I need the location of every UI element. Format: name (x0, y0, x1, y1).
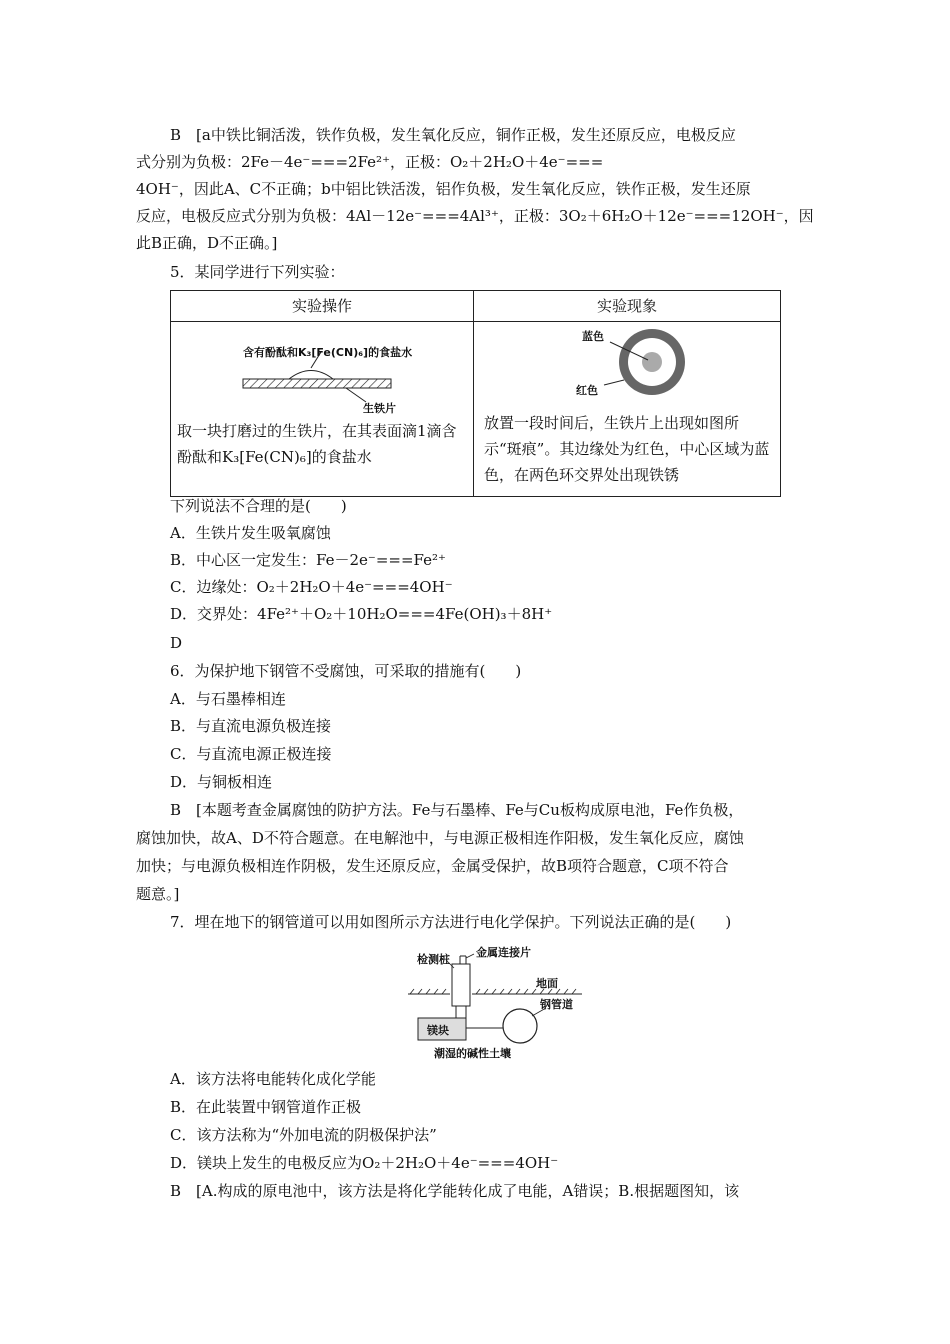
phenomenon-cell (474, 322, 781, 497)
q7-option-a: A．该方法将电能转化成化学能 (170, 1070, 376, 1088)
q6-option-b: B．与直流电源负极连接 (170, 717, 332, 735)
drop-label: 含有酚酞和K₃[Fe(CN)₆]的食盐水 (243, 346, 413, 359)
red-label: 红色 (576, 384, 598, 397)
q7-option-c: C．该方法称为“外加电流的阴极保护法” (170, 1126, 437, 1144)
q6-explain-line: 加快；与电源负极相连作阴极，发生还原反应，金属受保护，故B项符合题意，C项不符合 (136, 857, 729, 875)
operation-cell (171, 322, 474, 497)
blue-label: 蓝色 (582, 330, 604, 343)
red-pointer-line (604, 380, 624, 385)
mg-block-label: 镁块 (427, 1024, 449, 1037)
blue-center (642, 352, 662, 372)
q5-option-d: D．交界处：4Fe²⁺＋O₂＋10H₂O===4Fe(OH)₃＋8H⁺ (170, 605, 553, 623)
q6-explain-line: 腐蚀加快，故A、D不符合题意。在电解池中，与电源正极相连作阳极，发生氧化反应，腐蚀 (136, 829, 744, 847)
q4-answer-line: 4OH⁻，因此A、C不正确；b中铝比铁活泼，铝作负极，发生氧化反应，铁作正极，发生还原 (136, 180, 751, 198)
operation-text: 取一块打磨过的生铁片，在其表面滴1滴含酚酞和K₃[Fe(CN)₆]的食盐水 (177, 422, 457, 466)
experiment-table (170, 290, 781, 497)
q5-question: 下列说法不合理的是( ) (170, 497, 347, 515)
q7-answer-start: B [A.构成的原电池中，该方法是将化学能转化成了电能，A错误；B.根据题图知，该 (170, 1182, 740, 1200)
q6-explain-line: 题意。] (136, 885, 180, 903)
iron-sheet (243, 379, 391, 388)
q4-answer-line: 反应，电极反应式分别为负极：4Al－12e⁻===4Al³⁺，正极：3O₂＋6H₂O＋12e⁻===12OH⁻，因 (136, 207, 814, 225)
q5-option-a: A．生铁片发生吸氧腐蚀 (170, 524, 331, 542)
q6-stem: 6．为保护地下钢管不受腐蚀，可采取的措施有( ) (170, 662, 522, 680)
test-post (452, 964, 470, 1006)
q4-answer-line: 此B正确，D不正确。] (136, 234, 278, 252)
metal-strip-label: 金属连接片 (476, 946, 531, 959)
steel-pipe (503, 1009, 537, 1043)
salt-water-drop (289, 371, 333, 380)
q6-explain-line: B [本题考查金属腐蚀的防护方法。Fe与石墨棒、Fe与Cu板构成原电池，Fe作负极， (170, 801, 744, 819)
q7-option-d: D．镁块上发生的电极反应为O₂＋2H₂O＋4e⁻===4OH⁻ (170, 1154, 559, 1172)
q5-option-c: C．边缘处：O₂＋2H₂O＋4e⁻===4OH⁻ (170, 578, 453, 596)
pipe-label: 钢管道 (540, 998, 573, 1011)
q7-option-b: B．在此装置中钢管道作正极 (170, 1098, 362, 1116)
q5-stem: 5．某同学进行下列实验： (170, 263, 345, 281)
pipe-protection-figure (400, 942, 590, 1060)
iron-sheet-label: 生铁片 (363, 402, 396, 415)
ground-label: 地面 (536, 977, 558, 990)
q4-answer-line: 式分别为负极：2Fe－4e⁻===2Fe²⁺，正极：O₂＋2H₂O＋4e⁻=== (136, 153, 604, 171)
q6-option-d: D．与铜板相连 (170, 773, 273, 791)
q7-stem: 7．埋在地下的钢管道可以用如图所示方法进行电化学保护。下列说法正确的是( ) (170, 913, 732, 931)
spot-figure (474, 322, 784, 417)
q4-answer-line: B [a中铁比铜活泼，铁作负极，发生氧化反应，铜作正极，发生还原反应，电极反应 (170, 126, 736, 144)
header-operation: 实验操作 (171, 291, 474, 322)
soil-label: 潮湿的碱性土壤 (434, 1047, 511, 1060)
q6-option-a: A．与石墨棒相连 (170, 690, 286, 708)
header-phenomenon: 实验现象 (474, 291, 781, 322)
q5-option-b: B．中心区一定发生：Fe－2e⁻===Fe²⁺ (170, 551, 446, 569)
q5-answer: D (170, 634, 183, 652)
test-post-label: 检测桩 (417, 953, 450, 966)
strip-pointer (466, 954, 474, 958)
q6-option-c: C．与直流电源正极连接 (170, 745, 332, 763)
phenomenon-text: 放置一段时间后，生铁片上出现如图所示“斑痕”。其边缘处为红色，中心区域为蓝色，在两色环交界处出现铁锈 (484, 414, 770, 484)
iron-sheet-figure (171, 322, 471, 417)
